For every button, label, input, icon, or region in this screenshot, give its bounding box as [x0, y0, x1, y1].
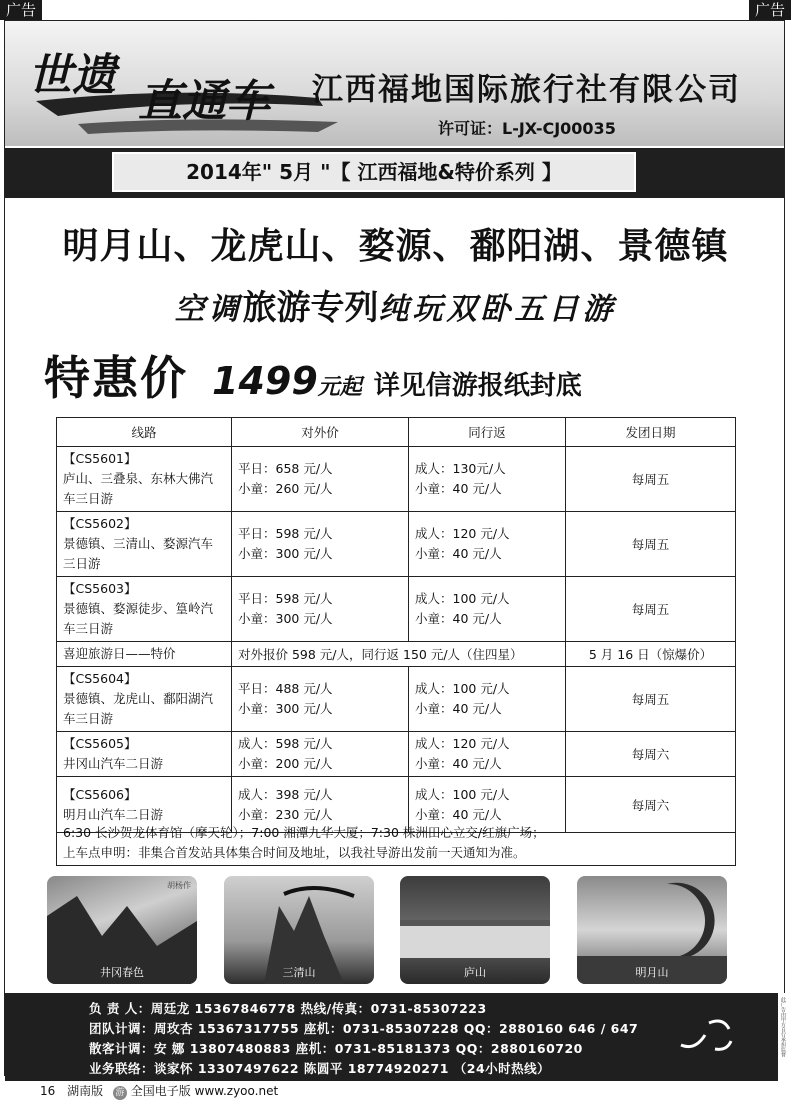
return-child: 小童：40 元/人 — [415, 701, 502, 716]
headline-destinations: 明月山、龙虎山、婺源、鄱阳湖、景德镇 — [62, 226, 729, 267]
photo-caption: 井冈春色 — [100, 966, 144, 979]
price-child: 小童：200 元/人 — [238, 756, 333, 771]
special-name: 喜迎旅游日——特价 — [57, 642, 232, 667]
contact-business: 业务联络：谈家怀 13307497622 陈圆平 18774920271 （24小时热线） — [89, 1061, 551, 1076]
return-child: 小童：40 元/人 — [415, 611, 502, 626]
route-code: 【CS5603】 — [63, 581, 137, 596]
swoosh-icon — [675, 1015, 735, 1055]
return-adult: 成人：130元/人 — [415, 461, 506, 476]
return-child: 小童：40 元/人 — [415, 546, 502, 561]
route-name: 庐山、三叠泉、东林大佛汽车三日游 — [63, 471, 214, 506]
price-adult: 成人：598 元/人 — [238, 736, 333, 751]
route-name: 景德镇、婺源徒步、篁岭汽车三日游 — [63, 601, 214, 636]
pickup-notes — [56, 820, 736, 866]
table-header-row — [57, 418, 736, 447]
header-price: 对外价 — [232, 418, 409, 447]
table-row — [57, 512, 736, 577]
price-child: 小童：230 元/人 — [238, 806, 333, 822]
logo — [18, 46, 338, 146]
headline-ac: 空调 — [174, 292, 243, 327]
page-number: 16 — [40, 1084, 56, 1098]
pickup-statement: 上车点申明：非集合首发站具体集合时间及地址，以我社导游出发前一天通知为准。 — [63, 845, 526, 860]
svg-text:直通车: 直通车 — [138, 76, 270, 127]
special-date: 5 月 16 日（惊爆价） — [566, 642, 736, 667]
route-code: 【CS5606】 — [63, 786, 137, 802]
return-adult: 成人：120 元/人 — [415, 526, 510, 541]
edition-label: 湖南版 — [67, 1084, 104, 1098]
header-route: 线路 — [57, 418, 232, 447]
route-code: 【CS5601】 — [63, 451, 137, 466]
promo-suffix: 元起 — [317, 374, 362, 400]
table-row — [57, 732, 736, 777]
price-adult: 平日：598 元/人 — [238, 591, 333, 606]
departure-date: 每周五 — [566, 667, 736, 732]
route-table — [56, 417, 736, 833]
price-child: 小童：300 元/人 — [238, 701, 333, 716]
headline-tour-type — [0, 280, 791, 329]
photo-lushan — [400, 876, 550, 984]
return-child: 小童：40 元/人 — [415, 481, 502, 496]
price-adult: 平日：658 元/人 — [238, 461, 333, 476]
price-adult: 成人：398 元/人 — [238, 786, 333, 802]
table-row — [57, 577, 736, 642]
departure-date: 每周六 — [566, 732, 736, 777]
headline-train: 旅游专列 — [242, 288, 379, 328]
website-link[interactable]: www.zyoo.net — [194, 1084, 279, 1098]
photo-caption: 三清山 — [282, 966, 316, 979]
header-date: 发团日期 — [566, 418, 736, 447]
edition-type: 全国电子版 — [130, 1084, 191, 1098]
side-notice: 此广告由甲方自行承担监督 — [778, 993, 791, 1081]
route-code: 【CS5604】 — [63, 671, 137, 686]
headline-duration: 纯玩双卧五日游 — [378, 292, 617, 327]
departure-date: 每周五 — [566, 512, 736, 577]
return-child: 小童：40 元/人 — [415, 806, 502, 822]
contact-individual: 散客计调：安 娜 13807480883 座机：0731-85181373 QQ：2880160720 — [89, 1041, 583, 1056]
table-row — [57, 667, 736, 732]
departure-date: 每周五 — [566, 577, 736, 642]
route-code: 【CS5605】 — [63, 736, 137, 751]
route-code: 【CS5602】 — [63, 516, 137, 531]
ad-label-right: 广告 — [749, 0, 791, 20]
route-name: 明月山汽车二日游 — [63, 806, 164, 822]
table-row — [57, 447, 736, 512]
return-adult: 成人：100 元/人 — [415, 786, 510, 802]
header-return: 同行返 — [409, 418, 566, 447]
photo-sanqing — [224, 876, 374, 984]
banner-title: 2014年" 5月 "【 江西福地&特价系列 】 — [112, 152, 636, 192]
route-name: 景德镇、龙虎山、鄱阳湖汽车三日游 — [63, 691, 214, 726]
price-adult: 平日：598 元/人 — [238, 526, 333, 541]
promo-label: 特惠价 — [44, 351, 188, 405]
logo-text: 世遗直通车 — [18, 46, 23, 47]
brand-badge-icon: 游 — [113, 1086, 127, 1100]
ad-label-left: 广告 — [0, 0, 42, 20]
special-detail: 对外报价 598 元/人，同行返 150 元/人（住四星） — [232, 642, 566, 667]
photo-strip — [0, 876, 791, 986]
return-adult: 成人：120 元/人 — [415, 736, 510, 751]
special-row — [57, 642, 736, 667]
photo-mingyue — [577, 876, 727, 984]
promo-note: 详见信游报纸封底 — [373, 371, 582, 401]
photo-caption: 庐山 — [464, 966, 486, 979]
photo-caption: 明月山 — [635, 966, 669, 979]
company-name: 江西福地国际旅行社有限公司 — [312, 72, 741, 108]
photo-signature: 胡杨作 — [167, 881, 191, 890]
contact-bar — [5, 993, 778, 1081]
photo-jinggang — [47, 876, 197, 984]
route-name: 景德镇、三清山、婺源汽车三日游 — [63, 536, 214, 571]
price-child: 小童：260 元/人 — [238, 481, 333, 496]
route-name: 井冈山汽车二日游 — [63, 756, 164, 771]
pickup-times: 6:30 长沙贺龙体育馆（摩天轮）；7:00 湘潭九华大厦；7:30 株洲田心立交/红旗广场； — [63, 825, 545, 840]
price-child: 小童：300 元/人 — [238, 546, 333, 561]
departure-date: 每周五 — [566, 447, 736, 512]
contact-group: 团队计调：周玫杏 15367317755 座机：0731-85307228 QQ：2880160 646 / 647 — [89, 1021, 639, 1036]
promo-price — [44, 342, 582, 408]
return-adult: 成人：100 元/人 — [415, 681, 510, 696]
contact-manager: 负 责 人：周廷龙 15367846778 热线/传真：0731-85307223 — [89, 1001, 487, 1016]
svg-text:世遗: 世遗 — [28, 50, 116, 101]
return-adult: 成人：100 元/人 — [415, 591, 510, 606]
departure-date: 每周六 — [566, 777, 736, 833]
page-footer — [40, 1082, 278, 1100]
return-child: 小童：40 元/人 — [415, 756, 502, 771]
license-number: 许可证：L-JX-CJ00035 — [438, 119, 616, 138]
promo-amount: 1499 — [212, 359, 318, 403]
price-adult: 平日：488 元/人 — [238, 681, 333, 696]
price-child: 小童：300 元/人 — [238, 611, 333, 626]
